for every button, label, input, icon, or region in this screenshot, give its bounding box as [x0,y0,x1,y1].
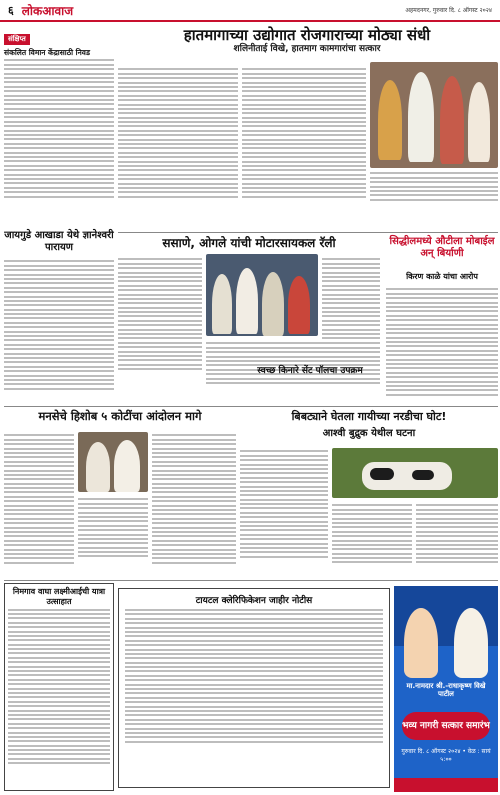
notice-headline: टायटल क्लेरिफिकेशन जाहीर नोटीस [195,596,313,606]
ad-name-line: मा.नामदार श्री.-राधाकृष्ण विखे पाटील [406,682,486,699]
section-tag: संक्षिप्त [4,34,30,45]
main-body-col1 [118,66,238,200]
main-photo [370,62,498,168]
library-headline: सिद्धीलमध्ये औटीला मोबाईल अन् बिर्याणी [389,236,495,259]
date-line: अहमदनगर, गुरुवार दि. ८ ऑगस्ट २०२४ [405,7,492,14]
baffle-subhead: आश्वी बुद्रुक येथील घटना [322,428,416,439]
baffle-body-col3 [416,502,498,566]
baffle-body-col2 [332,502,412,566]
portrait-left [404,608,438,678]
masthead [0,0,500,22]
rally-headline: ससाणे, ओगले यांची मोटारसायकल रॅली [162,236,336,250]
main-subhead: शलिनीताई विखे, हातमाग कामगारांचा सत्कार [233,44,381,54]
protest-body-col1 [4,432,74,566]
jobs-box [4,583,114,791]
cleaning-headline: स्वच्छ किनारे सेंट पॉलचा उपक्रम [257,366,363,376]
library-body [386,286,498,398]
ad-date-time: गुरुवार दि. ८ ऑगस्ट २०२४ • वेळ : सायं ५:०० [401,748,491,763]
event-advertisement [394,586,498,792]
rally-body-col2 [322,256,380,346]
brief-headline: संकलित विमान केंद्रासाठी निवड [4,48,90,57]
brief-body [4,59,114,197]
water-headline: जायगुडे आखाडा येथे ज्ञानेश्वरी पारायण [4,230,114,253]
jobs-headline: निमगाव वाघा लक्ष्मीआईची यात्रा उत्साहात [12,587,106,606]
main-story-head [118,26,496,56]
rally-photo [206,254,318,336]
protest-body-col3 [152,432,236,566]
page-number: ६ [8,3,14,17]
protest-photo [78,432,148,492]
main-headline: हातमागाच्या उद्योगात रोजगाराच्या मोठ्या संधी [183,26,431,44]
baffle-headline: बिबट्याने घेतला गायीच्या नरडीचा घोट! [291,410,447,423]
baffle-body-col1 [240,448,328,560]
water-body [4,258,114,392]
library-subhead: किरण काळे यांचा आरोप [406,272,478,281]
main-body-col3 [370,170,498,203]
brand-logo: लोकआवाज [21,3,74,18]
brief-column [4,26,114,200]
main-body-col2 [242,66,366,200]
baffle-photo [332,448,498,498]
portrait-right [454,608,488,678]
ad-event-title: भव्य नागरी सत्कार समारंभ [402,712,490,740]
rally-body-col1 [118,256,202,373]
public-notice [118,588,390,788]
protest-headline: मनसेचे हिशोब ५ कोटींचा आंदोलन मागे [38,409,202,423]
protest-body-col2 [78,496,148,560]
notice-body [125,609,383,743]
rally-body-col3 [206,340,380,386]
